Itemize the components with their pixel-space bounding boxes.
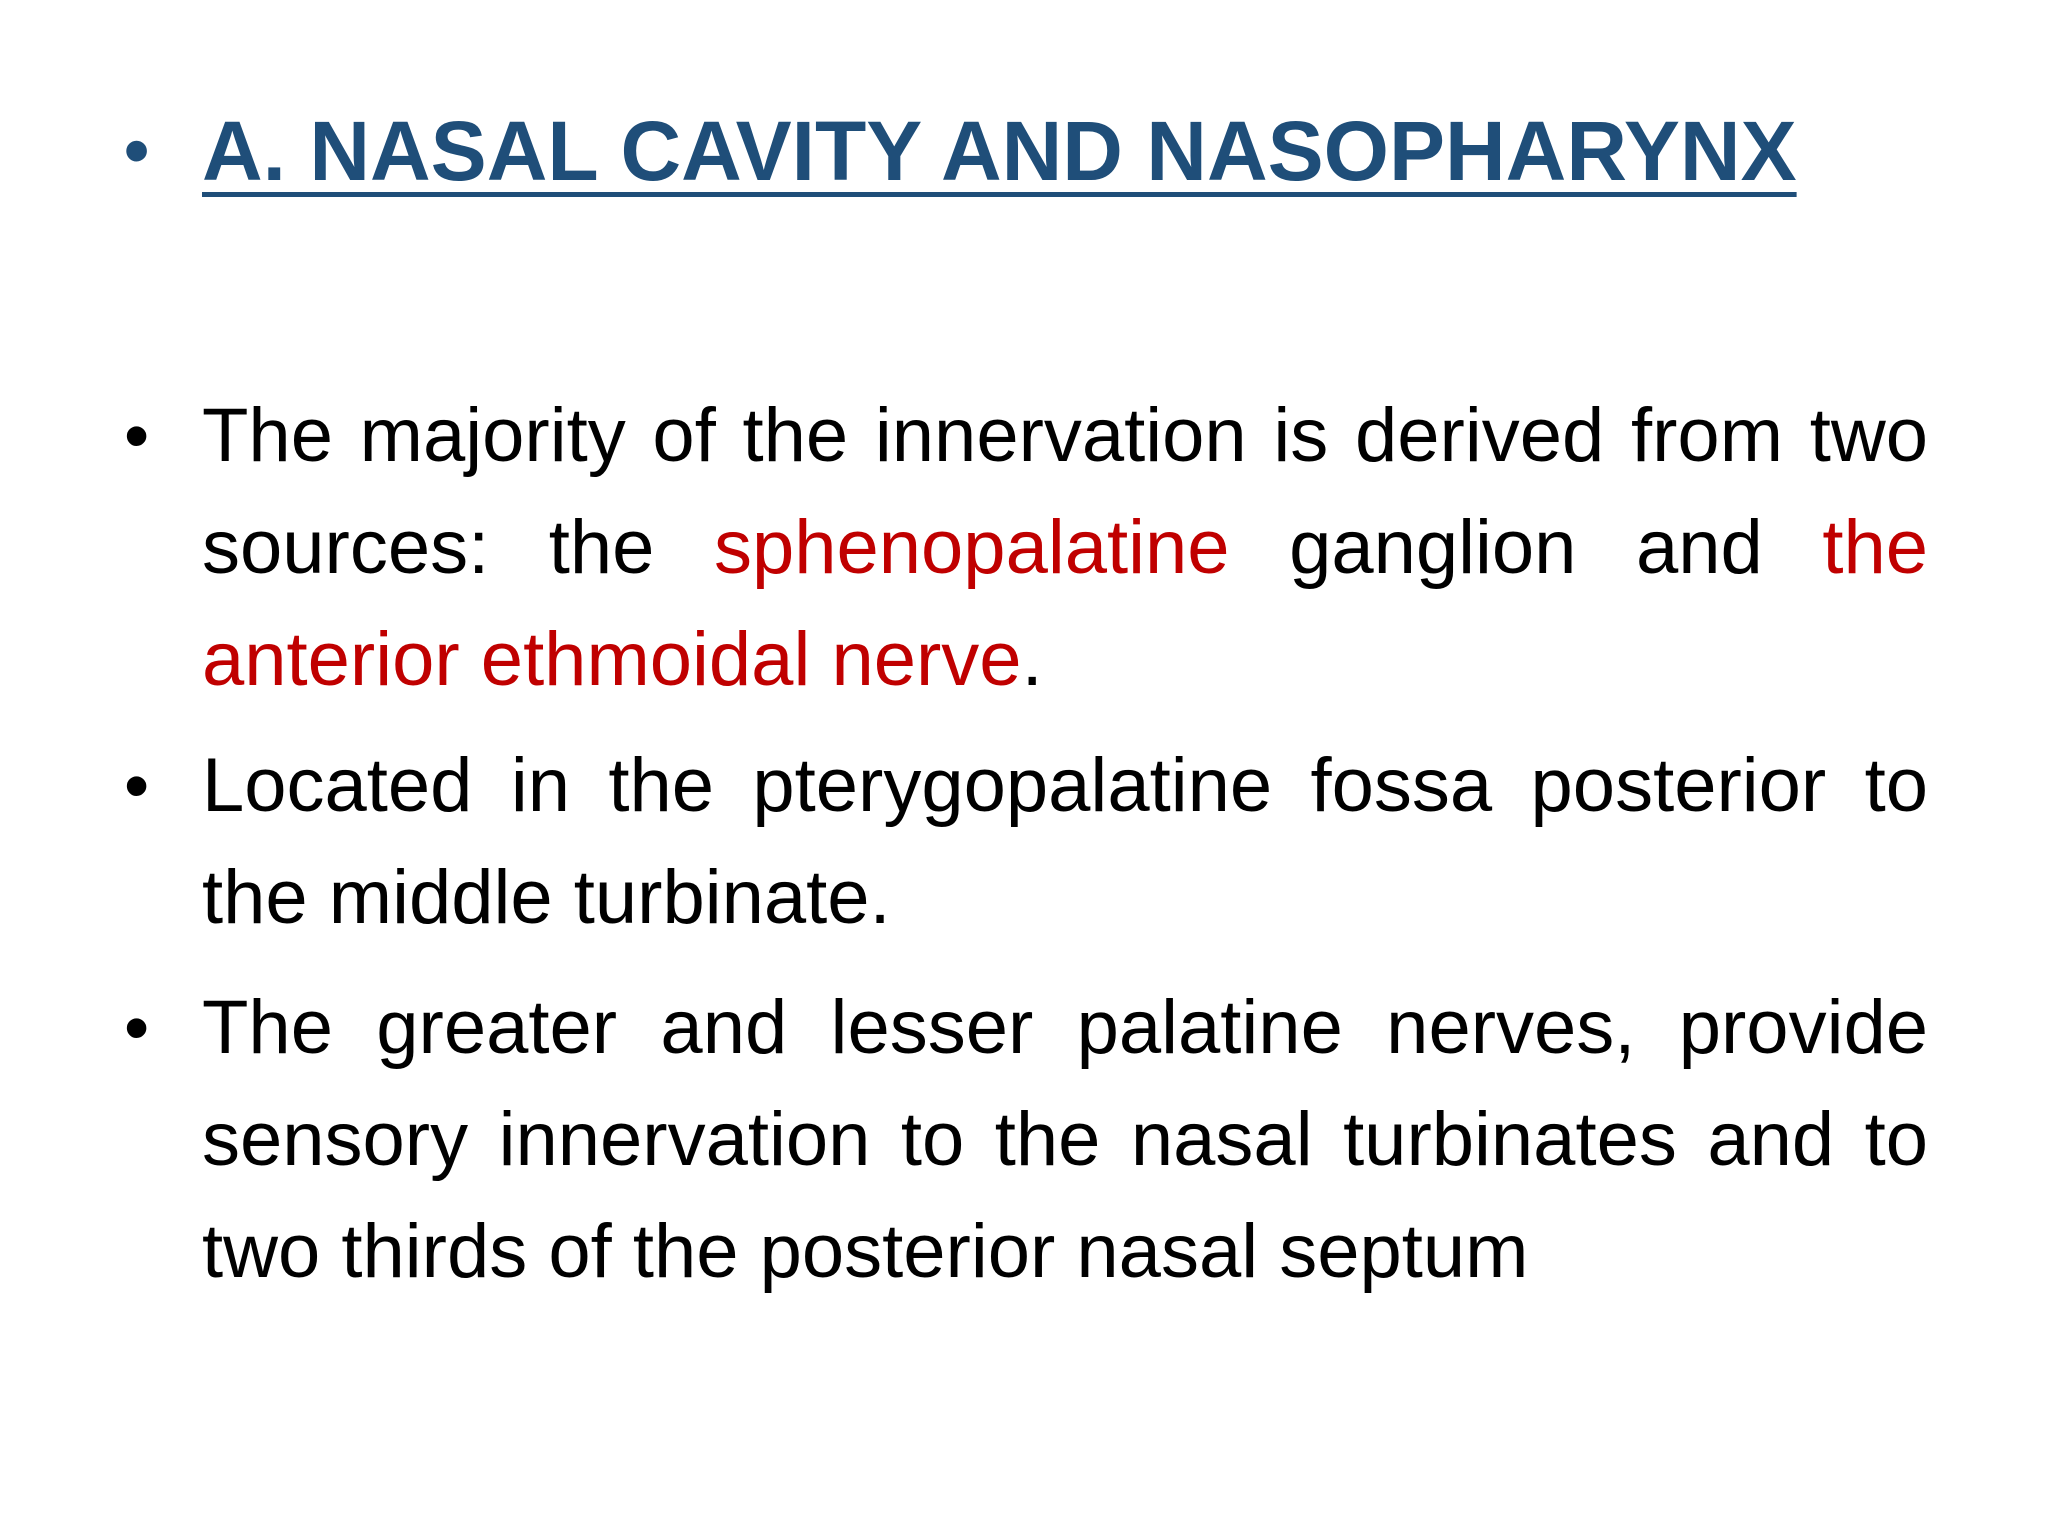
highlight-sphenopalatine: sphenopalatine: [713, 505, 1230, 590]
bullet-item-location: [124, 730, 1928, 954]
bullet-item-palatine-nerves: [124, 972, 1928, 1308]
bullet-item-innervation: [124, 380, 1928, 716]
highlight-anterior-ethmoidal-nerve: the anterior ethmoidal nerve: [202, 505, 1928, 702]
bullet-icon: •: [124, 111, 150, 191]
bullet-text-end: .: [1021, 617, 1043, 702]
bullet-text: Located in the pterygopalatine fossa posterior to the middle turbinate.: [202, 743, 1928, 940]
slide-heading: [124, 95, 1928, 207]
bullet-text: The greater and lesser palatine nerves, provide sensory innervation to the nasal turbinates and to two thirds of the posterior nasal septum: [202, 985, 1928, 1294]
bullet-icon: •: [124, 396, 150, 476]
bullet-icon: •: [124, 988, 150, 1068]
bullet-text-middle: ganglion and: [1229, 505, 1823, 590]
bullet-icon: •: [124, 746, 150, 826]
heading-text: A. NASAL CAVITY AND NASOPHARYNX: [202, 104, 1797, 198]
bullet-text: The majority of the innervation is derived from two sources: the: [202, 393, 1928, 590]
